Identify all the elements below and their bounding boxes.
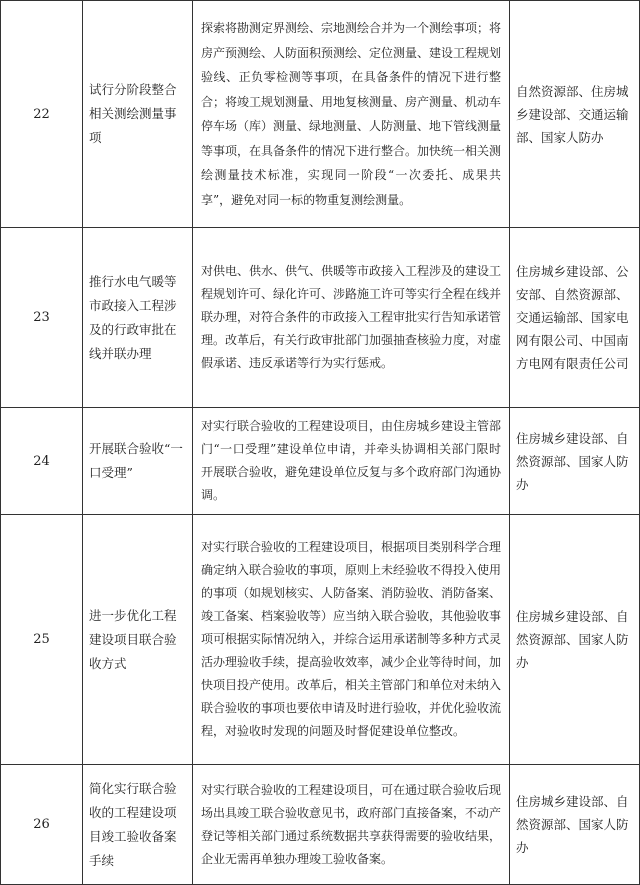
row-number: 24 <box>1 408 83 515</box>
row-number: 25 <box>1 515 83 765</box>
item-name: 推行水电气暖等市政接入工程涉及的行政审批在线并联办理 <box>83 228 193 408</box>
responsible-departments: 住房城乡建设部、自然资源部、国家人防办 <box>510 765 640 885</box>
table-row <box>1 228 640 408</box>
item-content: 对实行联合验收的工程建设项目，可在通过联合验收后现场出具竣工联合验收意见书，政府部门直接备案，不动产登记等相关部门通过系统数据共享获得需要的验收结果，企业无需再单独办理竣工验收备案。 <box>193 765 510 885</box>
item-name: 进一步优化工程建设项目联合验收方式 <box>83 515 193 765</box>
row-number: 22 <box>1 1 83 228</box>
item-name: 简化实行联合验收的工程建设项目竣工验收备案手续 <box>83 765 193 885</box>
table-row <box>1 408 640 515</box>
item-content: 探索将勘测定界测绘、宗地测绘合并为一个测绘事项；将房产预测绘、人防面积预测绘、定位测量、建设工程规划验线、正负零检测等事项，在具备条件的情况下进行整合；将竣工规划测量、用地复核测量、房产测量、机动车停车场（库）测量、绿地测量、人防测量、地下管线测量等事项，在具备条件的情况下进行整合。加快统一相关测绘测量技术标准，实现同一阶段“一次委托、成果共享”，避免对同一标的物重复测绘测量。 <box>193 1 510 228</box>
row-number: 26 <box>1 765 83 885</box>
item-name: 试行分阶段整合相关测绘测量事项 <box>83 1 193 228</box>
table-row <box>1 765 640 885</box>
row-number: 23 <box>1 228 83 408</box>
responsible-departments: 自然资源部、住房城乡建设部、交通运输部、国家人防办 <box>510 1 640 228</box>
responsible-departments: 住房城乡建设部、自然资源部、国家人防办 <box>510 515 640 765</box>
table-row <box>1 515 640 765</box>
responsible-departments: 住房城乡建设部、自然资源部、国家人防办 <box>510 408 640 515</box>
item-content: 对供电、供水、供气、供暖等市政接入工程涉及的建设工程规划许可、绿化许可、涉路施工许可等实行全程在线并联办理，对符合条件的市政接入工程审批实行告知承诺管理。改革后，有关行政审批部门加强抽查核验力度，对虚假承诺、违反承诺等行为实行惩戒。 <box>193 228 510 408</box>
item-name: 开展联合验收“一口受理” <box>83 408 193 515</box>
item-content: 对实行联合验收的工程建设项目，由住房城乡建设主管部门“一口受理”建设单位申请，并牵头协调相关部门限时开展联合验收，避免建设单位反复与多个政府部门沟通协调。 <box>193 408 510 515</box>
table-row <box>1 1 640 228</box>
item-content: 对实行联合验收的工程建设项目，根据项目类别科学合理确定纳入联合验收的事项，原则上未经验收不得投入使用的事项（如规划核实、人防备案、消防验收、消防备案、竣工备案、档案验收等）应当纳入联合验收，其他验收事项可根据实际情况纳入，并综合运用承诺制等多种方式灵活办理验收手续，提高验收效率，减少企业等待时间，加快项目投产使用。改革后，相关主管部门和单位对未纳入联合验收的事项也要依申请及时进行验收，并优化验收流程，对验收时发现的问题及时督促建设单位整改。 <box>193 515 510 765</box>
responsible-departments: 住房城乡建设部、公安部、自然资源部、交通运输部、国家电网有限公司、中国南方电网有限责任公司 <box>510 228 640 408</box>
